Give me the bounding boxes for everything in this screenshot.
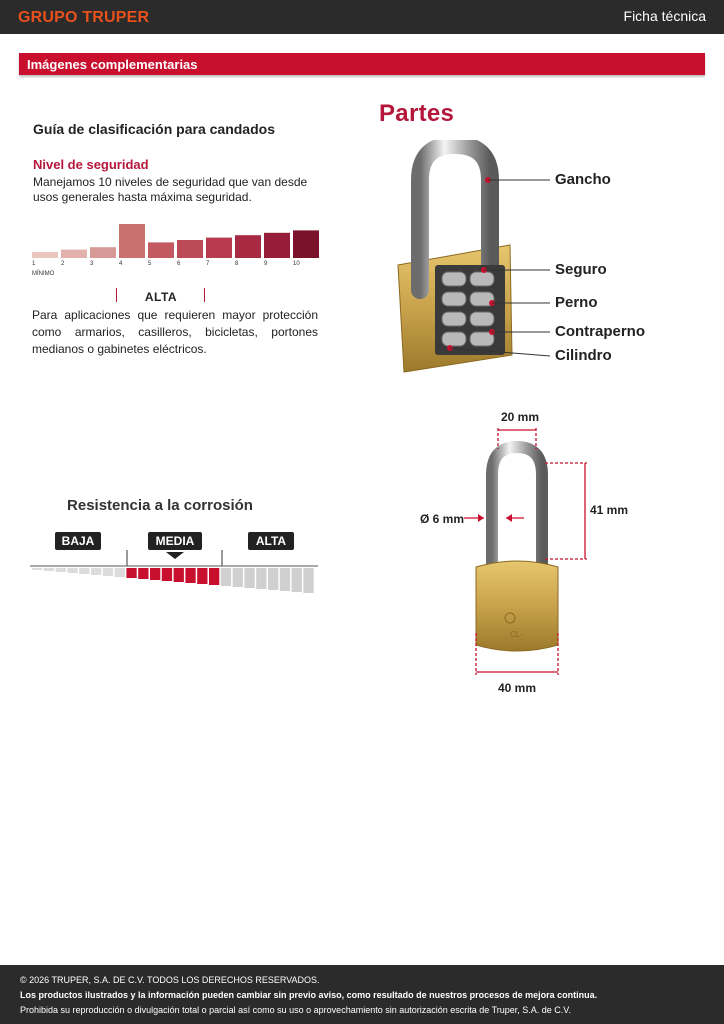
corrosion-bar: [67, 568, 77, 573]
corrosion-bar: [56, 568, 66, 572]
security-level-tick: 1: [32, 261, 36, 267]
corrosion-bar: [209, 568, 219, 585]
corrosion-bar: [244, 568, 254, 588]
footer-notice: Los productos ilustrados y la información pueden cambiar sin previo aviso, como resultado de nuestros procesos de mejora continua.: [20, 990, 598, 1000]
document-type: Ficha técnica: [623, 8, 706, 24]
security-level-tick: 8: [235, 261, 239, 267]
security-level-tick: 5: [148, 261, 152, 267]
corrosion-bar: [103, 568, 113, 576]
security-level-tick: 7: [206, 261, 210, 267]
security-level-tick: 4: [119, 261, 123, 267]
combination-dial: [442, 312, 466, 326]
part-label-cylinder: Cilindro: [555, 347, 612, 364]
padlock-parts-illustration: [390, 140, 560, 380]
corrosion-bar: [126, 568, 136, 578]
part-label-pin: Perno: [555, 294, 598, 311]
corrosion-bar: [174, 568, 184, 582]
security-level-bar: [119, 224, 145, 258]
footer-copyright: © 2026 TRUPER, S.A. DE C.V. TODOS LOS DERECHOS RESERVADOS.: [20, 975, 320, 985]
corrosion-bar: [91, 568, 101, 575]
corrosion-bar: [32, 568, 42, 570]
corrosion-chart: [30, 528, 322, 598]
corrosion-bar: [197, 568, 207, 584]
security-level-bar: [148, 242, 174, 258]
security-level-tick: 10: [293, 261, 300, 267]
security-level-bar: [90, 247, 116, 258]
body-engraving: CL-: [510, 630, 523, 639]
shackle-width-label: 20 mm: [501, 410, 540, 424]
svg-text:ALTA: ALTA: [255, 534, 287, 548]
corrosion-bar: [292, 568, 302, 592]
corrosion-bar: [150, 568, 160, 580]
shackle-height-label: 41 mm: [590, 503, 629, 517]
footer: [0, 965, 724, 1024]
minimum-label: MÍNIMO: [32, 271, 55, 277]
svg-text:MEDIA: MEDIA: [155, 534, 195, 548]
corrosion-bar: [79, 568, 89, 574]
security-level-chart: [30, 220, 320, 280]
section-title: Imágenes complementarias: [27, 57, 198, 72]
corrosion-bar: [268, 568, 278, 590]
body-width-label: 40 mm: [498, 681, 537, 695]
parts-title: Partes: [379, 100, 455, 127]
security-level-bar: [235, 235, 261, 258]
corrosion-tag: [55, 532, 101, 550]
selected-level-label: ALTA: [144, 290, 178, 304]
corrosion-bar: [221, 568, 231, 586]
corrosion-tag: [148, 532, 202, 550]
corrosion-bar: [256, 568, 266, 589]
diameter-arrow-left-icon: [478, 514, 484, 522]
security-level-tick: 3: [90, 261, 94, 267]
padlock-dimensions-diagram: [410, 405, 610, 675]
security-level-bar: [264, 233, 290, 258]
combination-dial: [442, 272, 466, 286]
security-level-bar: [293, 230, 319, 258]
security-level-tick: 9: [264, 261, 268, 267]
corrosion-title: Resistencia a la corrosión: [67, 497, 253, 514]
footer-prohibition: Prohibida su reproducción o divulgación total o parcial así como su uso o aprovechamiento sin autorización escrita de Truper, S.A. de C.V.: [20, 1005, 571, 1015]
security-level-bar: [61, 250, 87, 258]
security-level-heading: Nivel de seguridad: [33, 157, 149, 172]
diameter-arrow-right-icon: [506, 514, 512, 522]
selected-security-level: [116, 288, 206, 304]
guide-title: Guía de clasificación para candados: [33, 121, 275, 137]
corrosion-bar: [44, 568, 54, 571]
security-level-description: Manejamos 10 niveles de seguridad que van desde usos generales hasta máxima seguridad.: [33, 175, 308, 204]
corrosion-bar: [280, 568, 290, 591]
combination-dial: [470, 312, 494, 326]
top-bar: [0, 0, 724, 34]
security-level-bar: [32, 252, 58, 258]
combination-dial: [442, 332, 466, 346]
part-label-shackle: Gancho: [555, 171, 611, 188]
security-level-tick: 6: [177, 261, 181, 267]
corrosion-bar: [162, 568, 172, 581]
dimension-shackle: [492, 447, 542, 565]
corrosion-bar: [115, 568, 125, 577]
corrosion-bar: [185, 568, 195, 583]
combination-dial: [442, 292, 466, 306]
security-level-bar: [177, 240, 203, 258]
svg-text:BAJA: BAJA: [61, 534, 95, 548]
application-text: Para aplicaciones que requieren mayor protección como armarios, casilleros, bicicletas, portones medianos o gabinetes eléctricos.: [32, 308, 318, 356]
part-label-counterpin: Contraperno: [555, 323, 645, 340]
shackle-diameter-label: Ø 6 mm: [420, 512, 465, 526]
combination-dial: [470, 272, 494, 286]
security-level-bar: [206, 238, 232, 258]
brand-logo: GRUPO TRUPER: [18, 9, 150, 26]
part-label-latch: Seguro: [555, 261, 607, 278]
corrosion-bar: [303, 568, 313, 593]
selected-pointer-icon: [166, 552, 184, 559]
corrosion-bar: [233, 568, 243, 587]
section-banner: [19, 53, 705, 75]
corrosion-bar: [138, 568, 148, 579]
security-level-tick: 2: [61, 261, 65, 267]
corrosion-tag: [248, 532, 294, 550]
